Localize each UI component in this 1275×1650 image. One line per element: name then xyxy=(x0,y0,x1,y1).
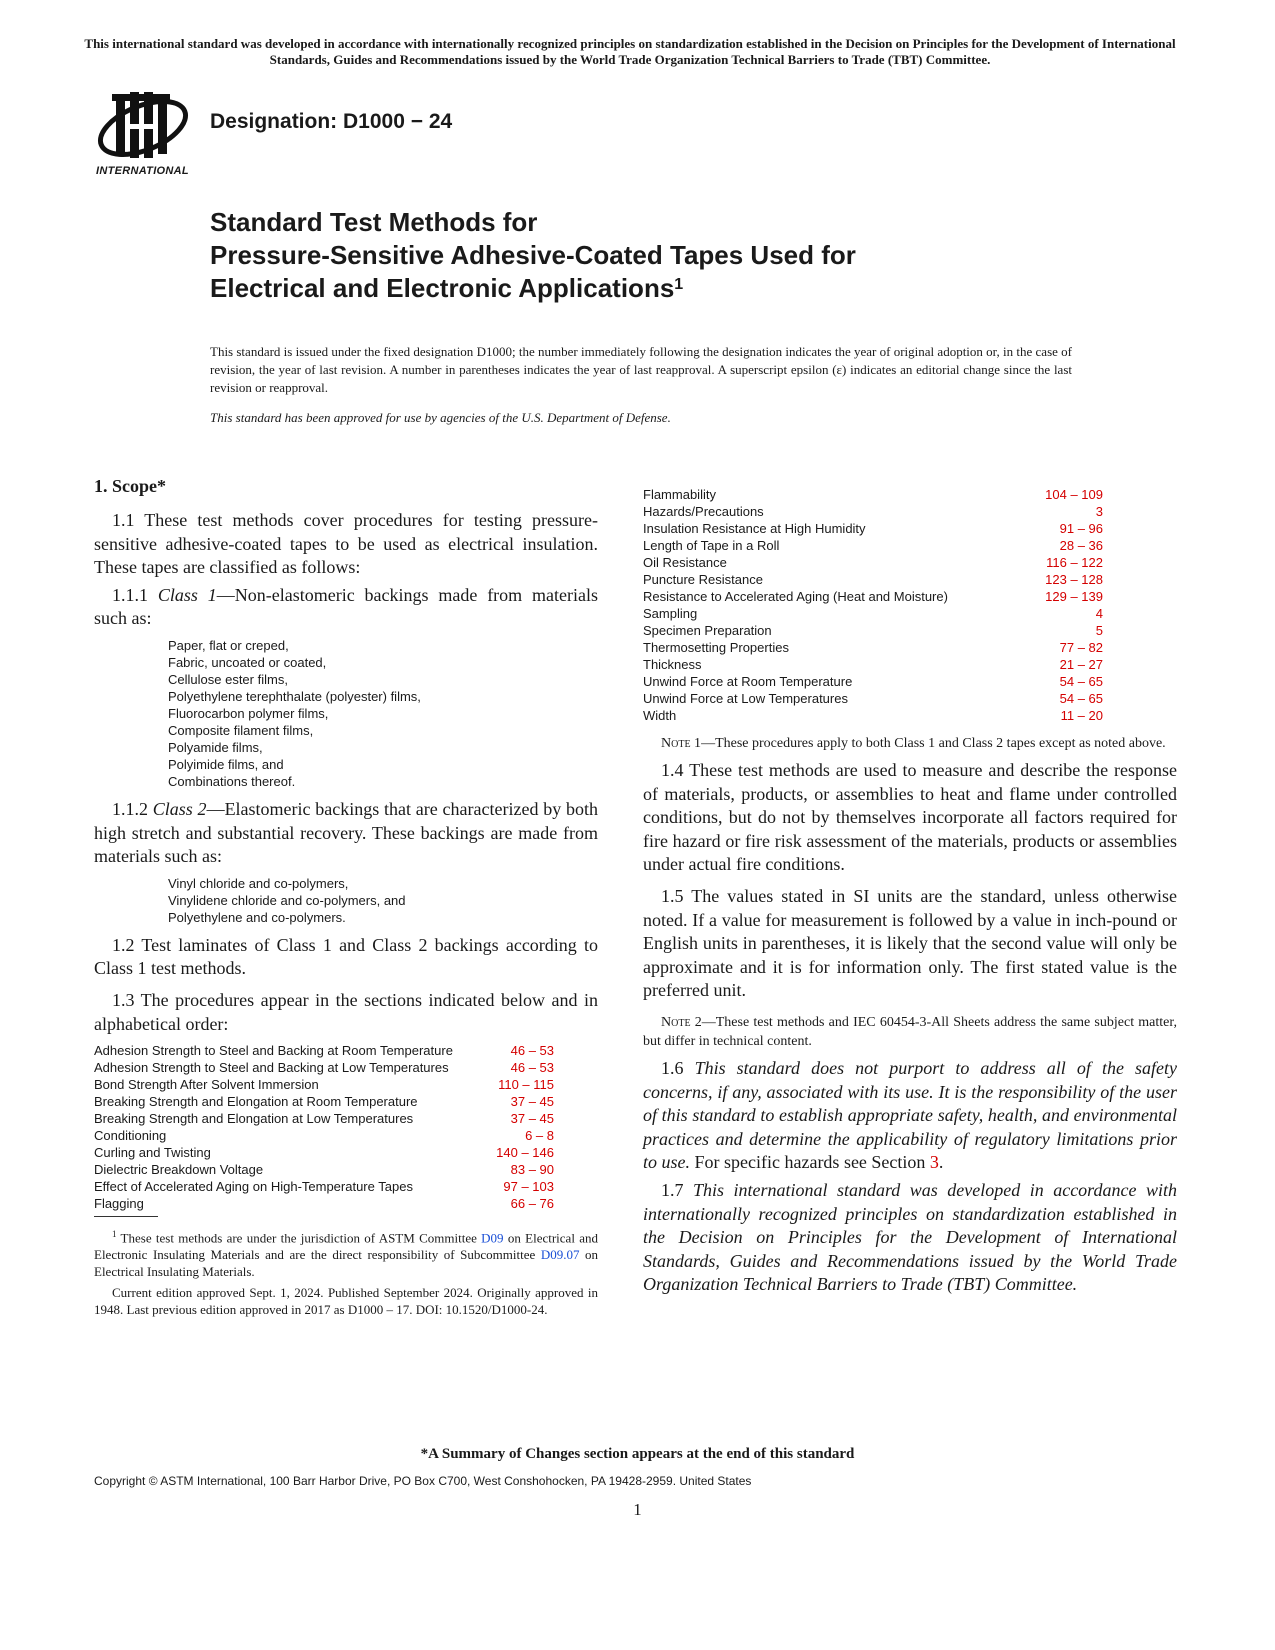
para-1-6: 1.6 This standard does not purport to address all of the safety concerns, if any, associated with its use. It is the responsibility of the user of this standard to establish appropriate safety, health, and environmental practices and determine the applicability of regulatory limitations prior to use. For specific hazards see Section 3. xyxy=(643,1057,1177,1173)
scope-heading: 1. Scope* xyxy=(94,476,166,496)
index-section-link[interactable]: 37 – 45 xyxy=(510,1094,554,1110)
title-line-1: Standard Test Methods for xyxy=(210,207,538,237)
material-item: Vinylidene chloride and co-polymers, and xyxy=(168,892,406,908)
material-item: Polyethylene and co-polymers. xyxy=(168,909,346,925)
page-number: 1 xyxy=(633,1500,642,1519)
material-item: Polyethylene terephthalate (polyester) films, xyxy=(168,688,421,704)
para-1-3: 1.3 The procedures appear in the sections indicated below and in alphabetical order: xyxy=(94,989,598,1034)
index-row xyxy=(643,537,1177,554)
index-row xyxy=(643,690,1177,707)
title-line-3: Electrical and Electronic Applications xyxy=(210,273,675,303)
index-section-link[interactable]: 46 – 53 xyxy=(510,1060,554,1076)
left-column xyxy=(94,476,598,1212)
index-topic: Breaking Strength and Elongation at Room Temperature xyxy=(94,1094,418,1110)
index-section-link[interactable]: 91 – 96 xyxy=(1059,521,1103,536)
summary-of-changes-note: *A Summary of Changes section appears at the end of this standard xyxy=(420,1446,855,1462)
astm-logo-icon xyxy=(94,88,192,172)
index-topic: Puncture Resistance xyxy=(643,572,763,587)
index-row xyxy=(94,1161,578,1178)
index-topic: Breaking Strength and Elongation at Low Temperatures xyxy=(94,1111,414,1127)
class2-materials-list xyxy=(168,875,598,926)
index-row xyxy=(643,707,1177,724)
index-topic: Width xyxy=(643,708,677,723)
footnotes xyxy=(94,1226,598,1322)
index-topic: Resistance to Accelerated Aging (Heat and Moisture) xyxy=(643,589,948,604)
index-row xyxy=(94,1144,578,1161)
index-topic: Adhesion Strength to Steel and Backing at Low Temperatures xyxy=(94,1060,449,1076)
index-section-link[interactable]: 11 – 20 xyxy=(1060,708,1103,723)
logo-text: INTERNATIONAL xyxy=(96,165,189,177)
para-1-5: 1.5 The values stated in SI units are the standard, unless otherwise noted. If a value for measurement is followed by a value in inch-pound or English units in parentheses, it is likely that the second value will only be approximate and it is for information only. The first stated value is the preferred unit. xyxy=(643,885,1177,1001)
para-1-1-1: 1.1.1 Class 1—Non-elastomeric backings made from materials such as: xyxy=(94,584,598,629)
index-row xyxy=(94,1195,578,1212)
index-topic: Hazards/Precautions xyxy=(643,504,764,519)
material-item: Cellulose ester films, xyxy=(168,671,288,687)
index-section-link[interactable]: 129 – 139 xyxy=(1045,589,1103,604)
index-section-link[interactable]: 116 – 122 xyxy=(1046,555,1103,570)
index-topic: Conditioning xyxy=(94,1128,167,1144)
index-row xyxy=(94,1093,578,1110)
index-section-link[interactable]: 66 – 76 xyxy=(510,1196,554,1212)
footnote-rule xyxy=(94,1216,158,1217)
index-row xyxy=(643,639,1177,656)
index-row xyxy=(643,554,1177,571)
index-section-link[interactable]: 104 – 109 xyxy=(1045,487,1103,502)
material-item: Polyimide films, and xyxy=(168,756,284,772)
material-item: Paper, flat or creped, xyxy=(168,637,289,653)
index-row xyxy=(94,1178,578,1195)
index-topic: Unwind Force at Room Temperature xyxy=(643,674,853,689)
para-1-4: 1.4 These test methods are used to measure and describe the response of materials, products, or assemblies to heat and flame under controlled conditions, but do not by themselves incorporate all factors required for fire hazard or fire risk assessment of the materials, products or assemblies under actual fire conditions. xyxy=(643,760,1177,875)
index-row xyxy=(94,1127,578,1144)
index-topic: Oil Resistance xyxy=(643,555,727,570)
index-section-link[interactable]: 83 – 90 xyxy=(510,1162,554,1178)
para-1-7: 1.7 This international standard was developed in accordance with internationally recognized principles on standardization established in the Decision on Principles for the Development of International Standards, Guides and Recommendations issued by the World Trade Organization Technical Barriers to Trade (TBT) Committee. xyxy=(643,1179,1177,1295)
class1-materials-list xyxy=(168,637,598,790)
index-row xyxy=(643,605,1177,622)
index-section-link[interactable]: 6 – 8 xyxy=(525,1128,554,1144)
index-section-link[interactable]: 140 – 146 xyxy=(496,1145,554,1161)
index-topic: Adhesion Strength to Steel and Backing at Room Temperature xyxy=(94,1043,453,1059)
index-topic: Curling and Twisting xyxy=(94,1145,211,1161)
index-section-link[interactable]: 110 – 115 xyxy=(498,1077,554,1093)
para-1-1-2: 1.1.2 Class 2—Elastomeric backings that are characterized by both high stretch and substantial recovery. These backings are made from materials such as: xyxy=(94,798,598,867)
index-row xyxy=(94,1042,578,1059)
index-topic: Bond Strength After Solvent Immersion xyxy=(94,1077,319,1093)
right-column xyxy=(643,486,1177,1301)
index-row xyxy=(94,1110,578,1127)
document-title xyxy=(210,206,1110,305)
index-section-link[interactable]: 28 – 36 xyxy=(1059,538,1103,553)
note-2: Note 2—These test methods and IEC 60454-3-All Sheets address the same subject matter, but differ in technical content. xyxy=(643,1014,1177,1049)
index-row xyxy=(643,656,1177,673)
index-topic: Flagging xyxy=(94,1196,144,1212)
title-line-2: Pressure-Sensitive Adhesive-Coated Tapes Used for xyxy=(210,240,856,270)
material-item: Composite filament films, xyxy=(168,722,314,738)
top-notice: This international standard was developed in accordance with internationally recognized principles on standardization established in the Decision on Principles for the Development of International Standards, Guides and Recommendations issued by the World Trade Organization Technical Barriers to Trade (TBT) Committee. xyxy=(84,36,1176,67)
index-row xyxy=(643,622,1177,639)
index-topic: Thickness xyxy=(643,657,702,672)
index-topic: Thermosetting Properties xyxy=(643,640,789,655)
index-row xyxy=(643,673,1177,690)
index-row xyxy=(643,520,1177,537)
index-row xyxy=(643,588,1177,605)
material-item: Polyamide films, xyxy=(168,739,263,755)
footnote-edition: Current edition approved Sept. 1, 2024. Published September 2024. Originally approved in 1948. Last previous edition approved in 2017 as D1000 – 17. DOI: 10.1520/D1000-24. xyxy=(94,1285,598,1318)
index-section-link[interactable]: 77 – 82 xyxy=(1059,640,1103,655)
index-row xyxy=(643,486,1177,503)
section-index-left xyxy=(94,1042,578,1212)
para-1-2: 1.2 Test laminates of Class 1 and Class 2 backings according to Class 1 test methods. xyxy=(94,934,598,979)
index-row xyxy=(643,571,1177,588)
index-section-link[interactable]: 97 – 103 xyxy=(503,1179,554,1195)
designation: Designation: D1000 − 24 xyxy=(210,110,453,133)
subcommittee-d09-07-link[interactable]: D09.07 xyxy=(540,1247,580,1263)
note-1: Note 1—These procedures apply to both Class 1 and Class 2 tapes except as noted above. xyxy=(661,736,1166,751)
section-3-link[interactable]: 3 xyxy=(929,1152,939,1173)
para-1-1: 1.1 These test methods cover procedures for testing pressure-sensitive adhesive-coated tapes to be used as electrical insulation. These tapes are classified as follows: xyxy=(94,510,598,578)
index-row xyxy=(643,503,1177,520)
index-section-link[interactable]: 5 xyxy=(1095,623,1103,638)
index-section-link[interactable]: 46 – 53 xyxy=(510,1043,554,1059)
index-topic: Sampling xyxy=(643,606,698,621)
material-item: Vinyl chloride and co-polymers, xyxy=(168,875,349,891)
title-footnote-mark: 1 xyxy=(674,276,684,293)
index-section-link[interactable]: 3 xyxy=(1095,504,1103,519)
index-section-link[interactable]: 4 xyxy=(1095,606,1103,621)
index-section-link[interactable]: 54 – 65 xyxy=(1059,691,1103,706)
index-topic: Insulation Resistance at High Humidity xyxy=(643,521,866,536)
index-section-link[interactable]: 21 – 27 xyxy=(1059,657,1103,672)
material-item: Fluorocarbon polymer films, xyxy=(168,705,329,721)
index-topic: Unwind Force at Low Temperatures xyxy=(643,691,848,706)
committee-d09-link[interactable]: D09 xyxy=(481,1230,504,1246)
footnote-1: $^1$ These test methods are under the jurisdiction of ASTM Committee D09 on Electrical and Electronic Insulating Materials and are the direct responsibility of Subcommittee D09.07 on Electrical Insulating Materials. xyxy=(94,1229,599,1280)
index-topic: Flammability xyxy=(643,487,716,502)
copyright: Copyright © ASTM International, 100 Barr Harbor Drive, PO Box C700, West Conshohocken, PA 19428-2959. United States xyxy=(94,1474,752,1488)
index-row xyxy=(94,1059,578,1076)
index-topic: Specimen Preparation xyxy=(643,623,772,638)
index-topic: Effect of Accelerated Aging on High-Temperature Tapes xyxy=(94,1179,413,1195)
material-item: Fabric, uncoated or coated, xyxy=(168,654,327,670)
index-section-link[interactable]: 37 – 45 xyxy=(510,1111,554,1127)
material-item: Combinations thereof. xyxy=(168,773,296,789)
index-topic: Length of Tape in a Roll xyxy=(643,538,780,553)
section-index-right xyxy=(643,486,1177,724)
index-section-link[interactable]: 123 – 128 xyxy=(1045,572,1103,587)
index-row xyxy=(94,1076,578,1093)
issue-note: This standard is issued under the fixed designation D1000; the number immediately following the designation indicates the year of original adoption or, in the case of revision, the year of last revision. A number in parentheses indicates the year of last reapproval. A superscript epsilon (ε) indicates an editorial change since the last revision or reapproval. xyxy=(210,344,1072,395)
index-section-link[interactable]: 54 – 65 xyxy=(1059,674,1103,689)
dod-note: This standard has been approved for use by agencies of the U.S. Department of Defense. xyxy=(210,410,671,425)
index-topic: Dielectric Breakdown Voltage xyxy=(94,1162,264,1178)
